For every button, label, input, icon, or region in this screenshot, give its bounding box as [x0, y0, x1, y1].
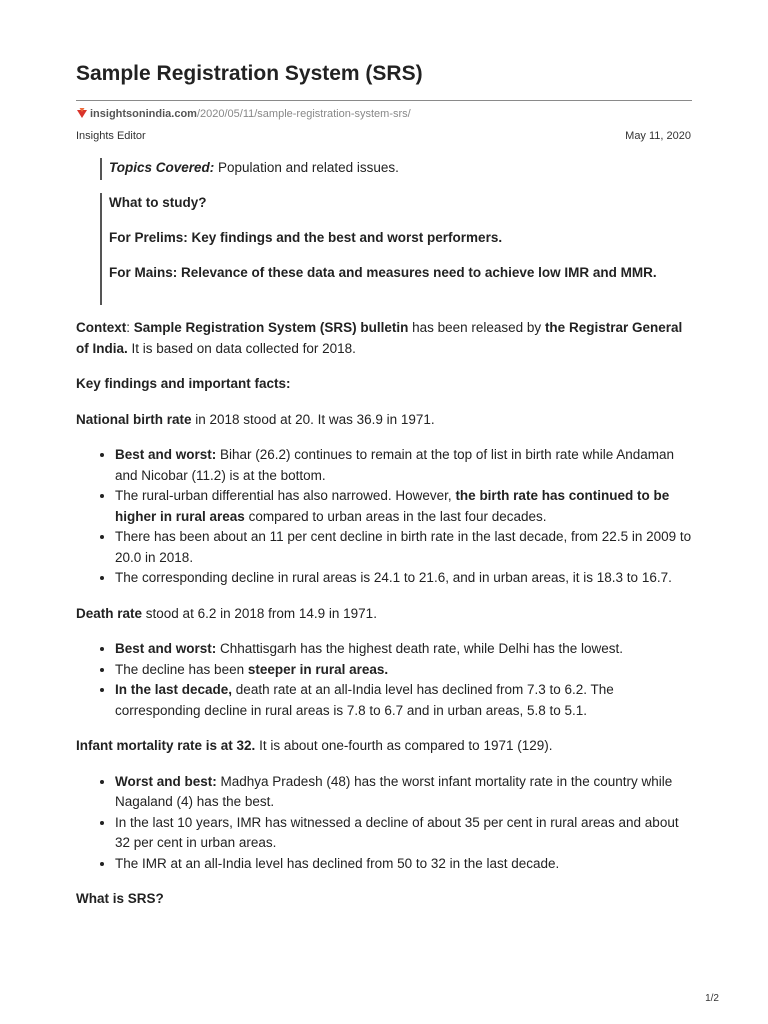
topics-label: Topics Covered: [109, 160, 215, 175]
author-name: Insights Editor [76, 130, 146, 142]
list-item-bold: Best and worst: [115, 447, 217, 462]
death-rate-paragraph [76, 604, 692, 625]
list-item [115, 680, 692, 721]
list-item-text: Madhya Pradesh (48) has the worst infant mortality rate in the country while Nagaland (4) has the best. [115, 773, 673, 809]
list-item-text: The rural-urban differential has also narrowed. However, [115, 488, 456, 503]
mains-focus: For Mains: Relevance of these data and measures need to achieve low IMR and MMR. [109, 265, 657, 280]
list-item-text: Chhattisgarh has the highest death rate, while Delhi has the lowest. [216, 641, 624, 656]
context-bold-1: Sample Registration System (SRS) bulletin [133, 320, 409, 335]
publish-date: May 11, 2020 [625, 130, 691, 142]
context-label: Context [76, 320, 127, 335]
insightsonindia-logo-icon [76, 107, 88, 122]
key-findings-heading [76, 374, 692, 395]
imr-list [76, 772, 692, 875]
key-findings-heading-text: Key findings and important facts: [76, 376, 291, 391]
imr-lead: Infant mortality rate is at 32. [76, 738, 256, 753]
list-item-bold: steeper in rural areas. [247, 661, 389, 677]
list-item-text: There has been about an 11 per cent decline in birth rate in the last decade, from 22.5 in 2009 to 20.0 in 2018. [115, 529, 692, 565]
prelims-focus: For Prelims: Key findings and the best and worst performers. [109, 230, 503, 245]
list-item-text: In the last 10 years, IMR has witnessed a decline of about 35 per cent in rural areas and about 32 per cent in urban areas. [115, 814, 679, 850]
list-item [115, 813, 692, 854]
context-text-2: It is based on data collected for 2018. [127, 340, 356, 356]
imr-lead-text: It is about one-fourth as compared to 1971 (129). [255, 738, 553, 753]
birth-rate-lead-text: in 2018 stood at 20. It was 36.9 in 1971. [191, 411, 435, 427]
page-title: Sample Registration System (SRS) [76, 62, 423, 85]
study-guide-block [100, 193, 699, 305]
context-bold-2: the Registrar General of India. [76, 320, 683, 356]
list-item [115, 568, 692, 589]
death-rate-list [76, 639, 692, 721]
list-item-text: The IMR at an all-India level has declined from 50 to 32 in the last decade. [115, 855, 560, 871]
list-item-text: compared to urban areas in the last four decades. [244, 508, 547, 524]
birth-rate-list [76, 445, 692, 589]
list-item [115, 639, 692, 660]
list-item [115, 660, 692, 681]
source-path[interactable]: /2020/05/11/sample-registration-system-srs/ [196, 108, 411, 120]
source-url[interactable] [76, 107, 411, 122]
topics-covered-block [100, 158, 699, 180]
article-body [76, 318, 692, 925]
list-item-text: The corresponding decline in rural areas is 24.1 to 21.6, and in urban areas, it is 18.3 to 16.7. [115, 570, 672, 585]
list-item [115, 486, 692, 527]
context-paragraph [76, 318, 692, 359]
death-rate-lead-text: stood at 6.2 in 2018 from 14.9 in 1971. [142, 605, 377, 621]
list-item-bold: Worst and best: [115, 773, 217, 789]
topics-text: Population and related issues. [214, 160, 399, 175]
list-item-bold: In the last decade, [115, 682, 233, 697]
list-item-text: The decline has been [115, 661, 248, 677]
list-item [115, 772, 692, 813]
list-item-text: Bihar (26.2) continues to remain at the top of list in birth rate while Andaman and Nicobar (11.2) is at the bottom. [115, 447, 675, 483]
source-domain[interactable]: insightsonindia.com [90, 108, 197, 120]
what-is-srs-heading-text: What is SRS? [76, 891, 164, 906]
context-text-1: has been released by [408, 320, 545, 335]
context-colon: : [126, 320, 134, 335]
list-item-bold: Best and worst: [115, 641, 217, 656]
what-to-study-heading: What to study? [109, 195, 207, 210]
list-item [115, 854, 692, 875]
list-item-text: death rate at an all-India level has declined from 7.3 to 6.2. The corresponding decline in rural areas is 7.8 to 6.7 and in urban areas, 5.8 to 5.1. [115, 682, 614, 718]
list-item [115, 445, 692, 486]
what-is-srs-heading [76, 889, 692, 910]
title-divider [76, 100, 692, 101]
birth-rate-paragraph [76, 410, 692, 431]
list-item [115, 527, 692, 568]
imr-paragraph [76, 736, 692, 757]
death-rate-lead: Death rate [76, 605, 143, 621]
list-item-bold: the birth rate has continued to be higher in rural areas [115, 488, 670, 524]
page-number: 1/2 [705, 993, 719, 1004]
birth-rate-lead: National birth rate [76, 411, 192, 427]
